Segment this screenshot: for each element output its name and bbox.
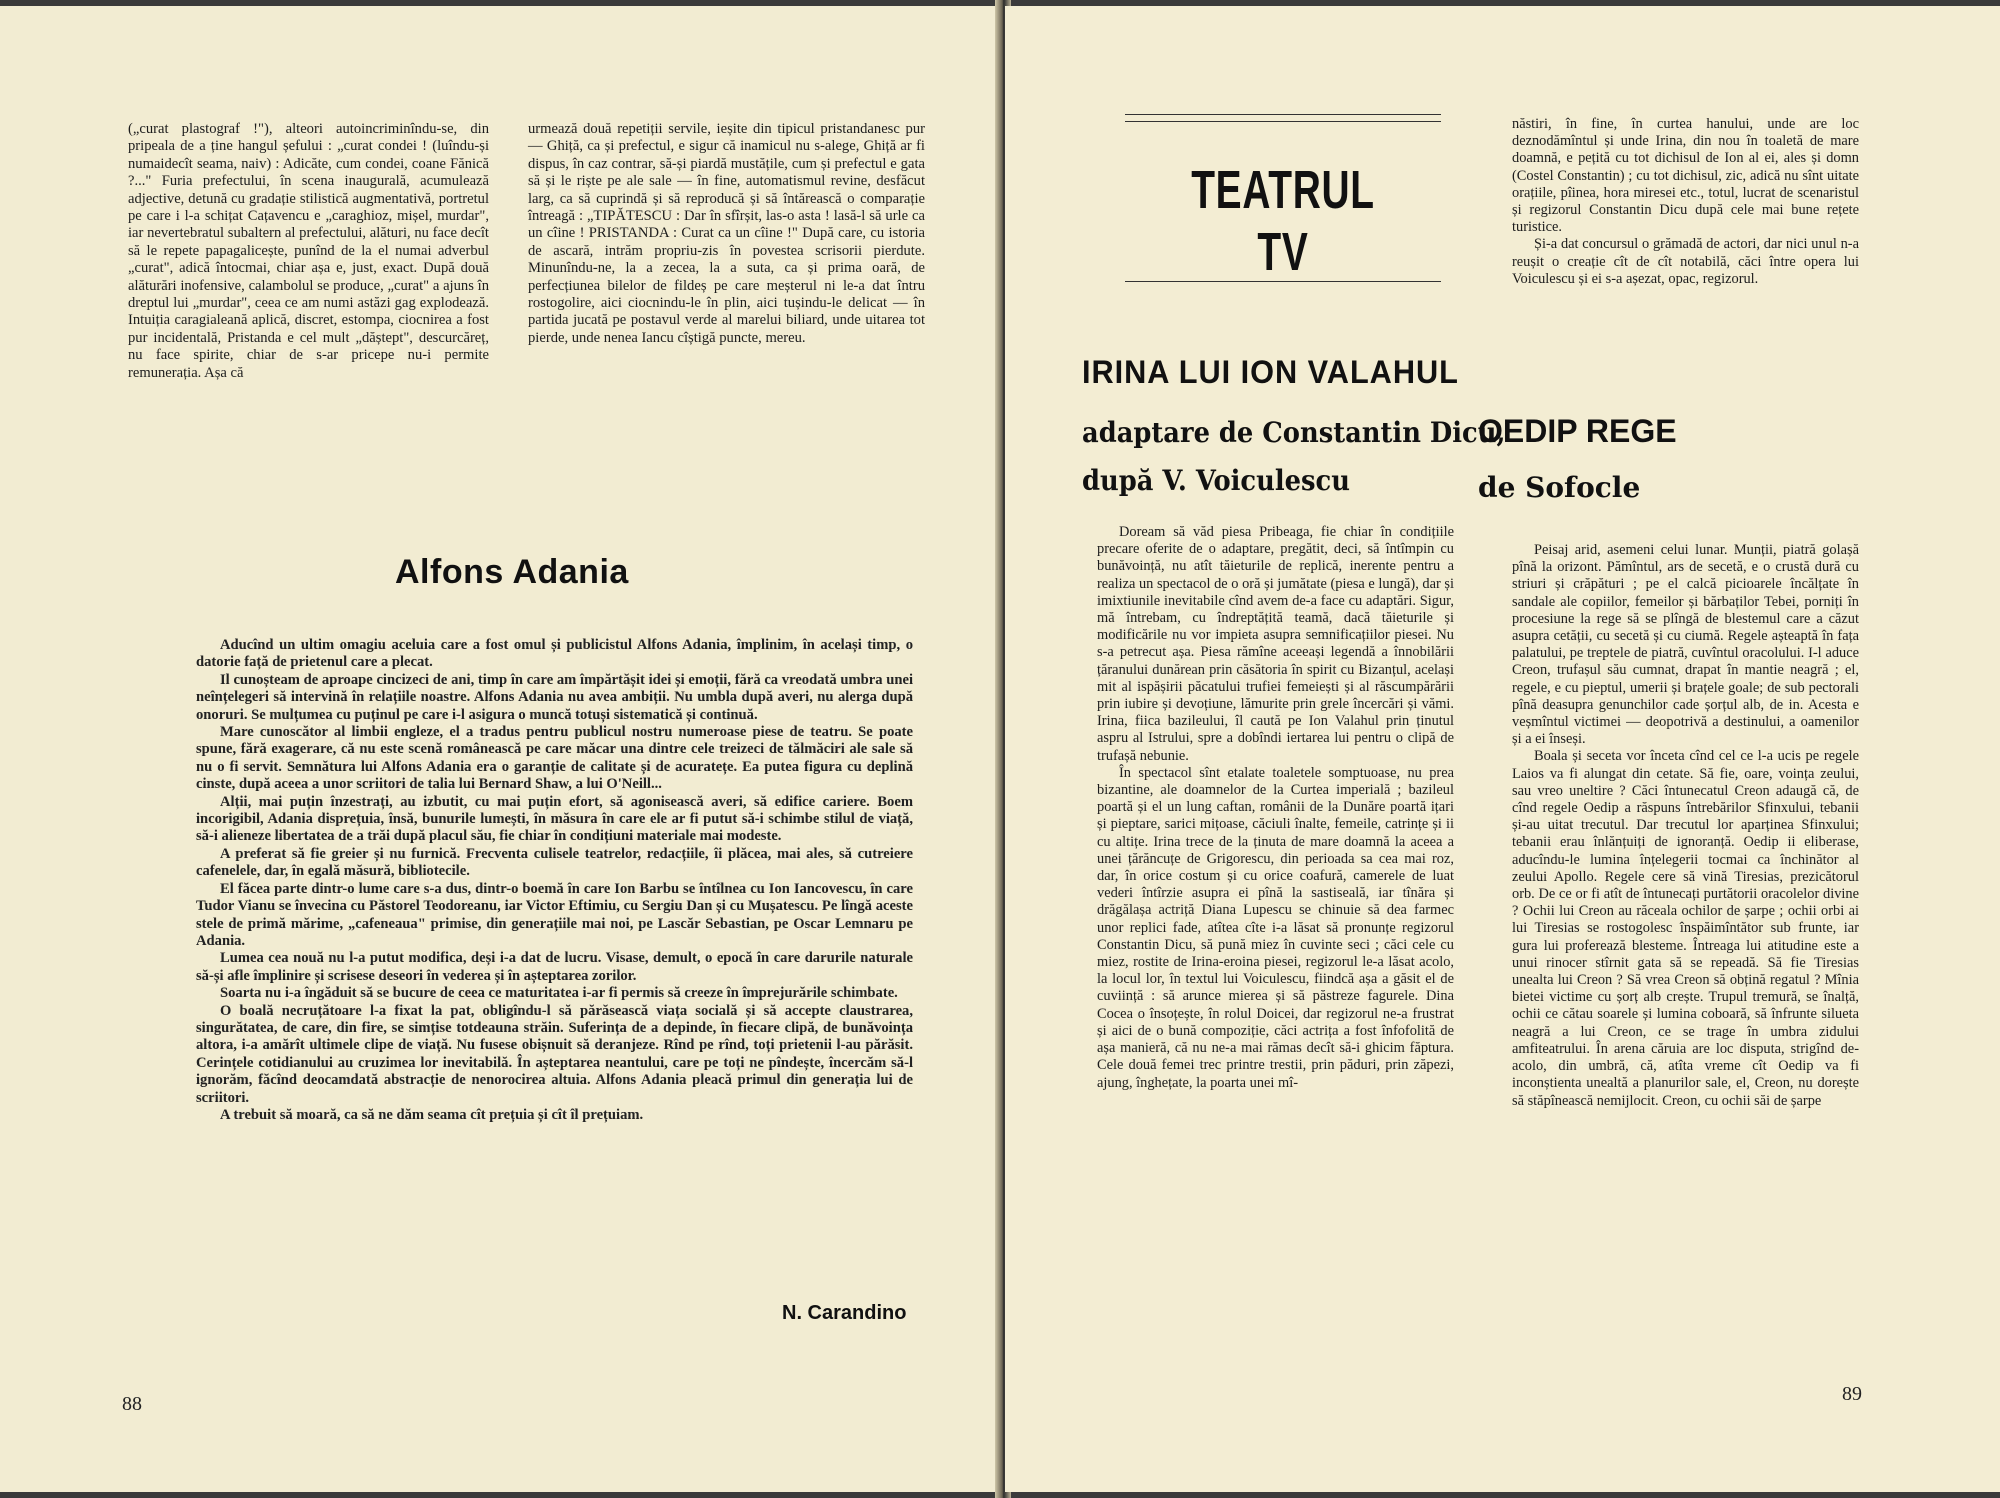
left-column-2-text: urmează două repetiții servile, ieșite din tipicul pristandanesc pur — Ghiță, ca și prefectul, e sigur că inamicul nu s-alege, Ghiță ar fi dispus, în caz contrar, să-și piardă mustățile, cum și prefectul e gata să și le riște pe ale sale — în fine, automatismul revine, desfăcut larg, ca să cuprindă și să reproducă și să întărească o comparație întreagă : „TIPĂTESCU : Dar în sfîrșit, las-o asta ! lasă-l să urle ca un cîine ! PRISTANDA : Curat ca un cîine !" După care, cu istoria de ascară, intrăm propriu-zis în povestea scrisorii pierdute. Minunîndu-ne, la a zecea, la a suta, ca și prima oară, de perfecțiunea bilelor de fildeș pe care meșterul ni le-a dat întru rostogolire, aici ciocnindu-le în plin, aici tușindu-le delicat — în partida jucată pe postavul verde al marelui biliard, unde uitarea tot pierde, unde nenea Iancu cîștigă puncte, mereu. [528,121,925,346]
article-paragraph: Mare cunoscător al limbii engleze, el a tradus pentru publicul nostru numeroase piese de teatru. Se poate spune, fără exagerare, că nu este scenă românească pe care măcar una dintre cele treizeci de tălmăciri ale sale să nu o fi servit. Semnătura lui Alfons Adania era o garanție de calitate și de acuratețe. Ea putea figura cu deplină cinste, după aceea a unor scriitori de talia lui Bernard Shaw, a lui O'Neill... [196,724,913,793]
obituary-article [196,637,913,1124]
article-paragraph: Soarta nu i-a îngăduit să se bucure de ceea ce maturitatea i-ar fi permis să creeze în împrejurările schimbate. [220,985,898,1002]
page-number-right: 89 [1842,1383,1862,1405]
article-paragraph: Alții, mai puțin înzestrați, au izbutit, cu mai puțin efort, să agonisească averi, să edifice cariere. Boem incorigibil, Adania disprețuia, însă, bunurile lumești, în măsura în care ele ar fi putut să-i schimbe stilul de viață, să-i alieneze libertatea de a trăi după placul său, fie chiar în condițiuni materiale mai modeste. [196,793,913,845]
article-paragraph: A trebuit să moară, ca să ne dăm seama cît prețuia și cît îl prețuiam. [220,1106,644,1123]
article-paragraph: El făcea parte dintr-o lume care s-a dus, dintr-o boemă în care Ion Barbu se întîlnea cu Ion Iancovescu, în care Tudor Vianu se învecina cu Păstorel Teodoreanu, iar Victor Eftimiu, cu Sergiu Dan și cu Mușatescu. Pe lîngă aceste stele de primă mărime, „cafeneaua" primise, din generațiile mai noi, pe Lascăr Sebastian, pe Oscar Lemnaru pe Adania. [196,880,913,949]
irina-continuation-text: năstiri, în fine, în curtea hanului, unde are loc deznodămîntul și unde Irina, din nou în toaletă de mare doamnă, e pețită cu tot dichisul de Ion al ei, ales și domn (Costel Constantin) ; cu tot dichisul, zic, adică nu sînt uitate orațiile, pîinea, hora miresei etc., totul, lucrat de scenaristul și regizorul Constantin Dicu după cele mai bune rețete turistice. [1512,116,1859,236]
article-paragraph: Il cunoșteam de aproape cincizeci de ani, timp în care am împărtășit idei și emoții, fără ca vreodată umbra unei neînțelegeri să intervină în relațiile noastre. Alfons Adania nu avea ambiții. Nu umbla după averi, nu alerga după onoruri. Se mulțumea cu puținul pe care i-l asigura o muncă totuși sistematică și continuă. [196,671,913,723]
section-header-box [1125,114,1441,282]
irina-conclusion: Și-a dat concursul o grămadă de actori, dar nici unul n-a reușit o creație cît de cît notabilă, căci între opera lui Voiculescu și ei s-a așezat, opac, regizorul. [1512,236,1859,287]
left-page [0,6,1001,1492]
page-number-left: 88 [122,1393,142,1415]
article-paragraph: O boală necruțătoare l-a fixat la pat, obligîndu-l să părăsească viața socială și să accepte claustrarea, singurătatea, de care, din fire, se simțise totdeauna străin. Suferința de a depinde, în fiecare clipă, de bunăvoința altora, i-a amărît ultimele clipe de viață. Nu fusese obișnuit să deranjeze. Rînd pe rînd, toți prietenii l-au părăsit. Cerințele cotidianului au cruzimea lor inevitabilă. În așteptarea neantului, care pe toți ne pîndește, încercăm să-l ignorăm, făcînd deocamdată abstracție de nenorocirea altuia. Alfons Adania pleacă primul din generația lui de scriitori. [196,1002,913,1106]
oedip-paragraph: Boala și seceta vor înceta cînd cel ce l-a ucis pe regele Laios va fi alungat din cetate. Să fie, oare, voința zeului, sau vreo uneltire ? Căci întunecatul Creon adaugă că, de cînd regele Oedip a răspuns întrebărilor Sfinxului, tebanii și-au uitat trecutul. Dar trecutul lor aparținea Sfinxului; tebanii erau înlănțuiți de ignoranță. Oedip ii eliberase, aducîndu-le lumina înțelegerii tocmai ca închinător al zeului Apollo. Regele cere să vină Tiresias, prezicătorul orb. De ce or fi atît de întunecați purtătorii oracolelor divine ? Ochii lui Creon au răceala ochilor de șarpe ; ochii orbi ai lui Tiresias se rostogolesc înspăimîntător sub frunte, iar gura lui proferează blesteme. Întreaga lui atitudine este a unui rinocer stîrnit gata să se repeadă. Să fie Tiresias unealta lui Creon ? Să vrea Creon să obțină regatul ? Mînia bietei victime cu șorț alb crește. Trupul tremură, se înalță, ochii ce cătau soarele și lumina coboară, să înfrunte silueta neagră a lui Creon, ce se trage în umbra zidului amfiteatrului. În arena căruia are loc disputa, strigînd de-acolo, din umbră, că, atîta vreme cît Oedip va fi inconștienta unealtă a planurilor sale, el, Creon, nu dorește să stăpînească nemijlocit. Creon, cu ochii săi de șarpe [1512,748,1859,1109]
article-paragraph: Lumea cea nouă nu l-a putut modifica, deși i-a dat de lucru. Visase, demult, o epocă în care darurile naturale să-și afle împlinire și scrisese deseori în vederea și în așteptarea zorilor. [196,950,913,984]
left-column-1 [128,121,489,382]
oedip-title: OEDIP REGE [1478,413,1677,449]
oedip-subtitle: de Sofocle [1478,471,1641,504]
oedip-review [1512,542,1859,1110]
right-page [1005,6,2000,1492]
irina-title: IRINA LUI ION VALAHUL [1082,354,1459,390]
irina-paragraph: Doream să văd piesa Pribeaga, fie chiar în condițiile precare oferite de o adaptare, pregătit, deci, să întîmpin cu bunăvoință, nu atît tăieturile de replică, inerente pentru a realiza un spectacol de o oră și jumătate (piesa e lungă), dar și imixtiunile inevitabile cînd avem de-a face cu adaptări. Sigur, mă întrebam, cu îndreptățită teamă, dacă tăieturile și modificările nu vor impieta asupra semnificațiilor piesei. Nu s-a petrecut așa. Piesa rămîne aceeași legendă a înnobilării țăranului dunărean prin căsătoria în spirit cu Bizanțul, același mit al ispășirii păcatului trufiei femeiești și al răscumpărării prin iubire și devoțiune, lămurite prin grele încercări și vămi. Irina, fiica bazileului, îl caută pe Ion Valahul prin ținutul aspru al Istrului, spre a dobîndi iertarea lui pentru o clipă de trufașă nebunie. [1097,524,1454,764]
left-column-1-text: („curat plastograf !"), alteori autoincriminîndu-se, din pripeala de a ține hangul șefului : „curat condei ! (luîndu-și numaidecît seama, naiv) : Adicăte, cum condei, coane Fănică ?..." Furia prefectului, în scena inaugurală, acumulează adjective, detună cu gradație stilistică augmentativă, portretul pe care i l-a schițat Cațavencu e „caraghioz, mișel, murdar", iar nevertebratul subaltern al prefectului, alături, nu face decît să le repete papagalicește, punînd de la el numai adverbul „curat", adică întocmai, chiar așa e, just, exact. După două alăturări inofensive, calambolul se produce, „curat" a ajuns în dreptul lui „murdar", ceea ce am numi astăzi gag explodează. Intuiția caragialeană aplică, discret, estompa, ciocnirea a fost pur incidentală, Pristanda e cel mult „dăștept", descurcăreț, nu face spirite, chiar de s-ar pricepe nu-i permite remunerația. Așa că [128,121,489,381]
left-column-2 [528,121,925,347]
oedip-paragraph: Peisaj arid, asemeni celui lunar. Munții, piatră golașă pînă la orizont. Pămîntul, ars de secetă, e o crustă dură cu striuri și crăpături ; pe el calcă picioarele încălțate în sandale ale copiilor, femeilor și bărbaților Tebei, porniți în procesiune la rege să se plîngă de blestemul care a căzut asupra cetății, cu secetă și cu ciumă. Regele așteaptă în fața palatului, pe treptele de piatră, cuvîntul oracolului. I-l aduce Creon, trufașul său cumnat, drapat în mantie neagră ; el, regele, e cu pieptul, umerii și brațele goale; de sub pectorali pînă deasupra genunchilor cade șorțul alb, de in. Acesta e veșmîntul victimei — deopotrivă a destinului, a oamenilor și a ei înseși. [1512,542,1859,748]
irina-paragraph: În spectacol sînt etalate toaletele somptuoase, nu prea bizantine, ale doamnelor de la Curtea imperială ; bazileul poartă și el un lung caftan, românii de la Dunăre poartă ițari și pieptare, sarici mițoase, căciuli înalte, femeile, catrințe și ii cu altițe. Irina trece de la ținuta de mare doamnă la aceea a unei țărăncuțe de Grigorescu, din perioada sa cea mai roz, dar, în orice costum și cu orice coafură, camerele de luat vederi întîrzie asupra ei pînă la sastiseală, iar tînăra și drăgălașa actriță Diana Lupescu se chinuie să dea farmec unor replici fade, atîtea cîte i-a lăsat să pronunțe regizorul Constantin Dicu, să pună miez în cuvinte seci ; căci cele cu miez, rostite de Irina-eroina piesei, regizorul le-a lăsat acolo, la locul lor, în textul lui Voiculescu, fiindcă așa a găsit el de cuviință : să arunce mierea și să păstreze fagurele. Dina Cocea o însoțește, în rolul Doicei, dar regizorul ne-a frustrat și aici de o bună compoziție, căci actrița a fost înfofolită de așa manieră, că nu ne-a mai rămas decît să-i ghicim făptura. Cele două femei trec printre trestii, prin păduri, prin zăpezi, ajung, înghețate, la poarta unei mî- [1097,764,1454,1091]
author-signature: N. Carandino [782,1302,907,1324]
irina-subtitle-2: după V. Voiculescu [1082,464,1350,497]
article-title: Alfons Adania [395,553,629,591]
article-paragraph: Aducînd un ultim omagiu aceluia care a fost omul și publicistul Alfons Adania, împlinim, în același timp, o datorie față de prietenul care a plecat. [196,637,913,671]
section-rule [1125,121,1441,122]
irina-review [1097,524,1454,1092]
irina-continuation [1512,116,1859,288]
irina-subtitle-1: adaptare de Constantin Dicu, [1082,416,1506,449]
article-paragraph: A preferat să fie greier și nu furnică. Frecventa culisele teatrelor, redacțiile, îi plăcea, mai ales, să cutreiere cafenelele, dar, în egală măsură, bibliotecile. [196,845,913,880]
section-title: TEATRUL TV [1191,160,1375,282]
